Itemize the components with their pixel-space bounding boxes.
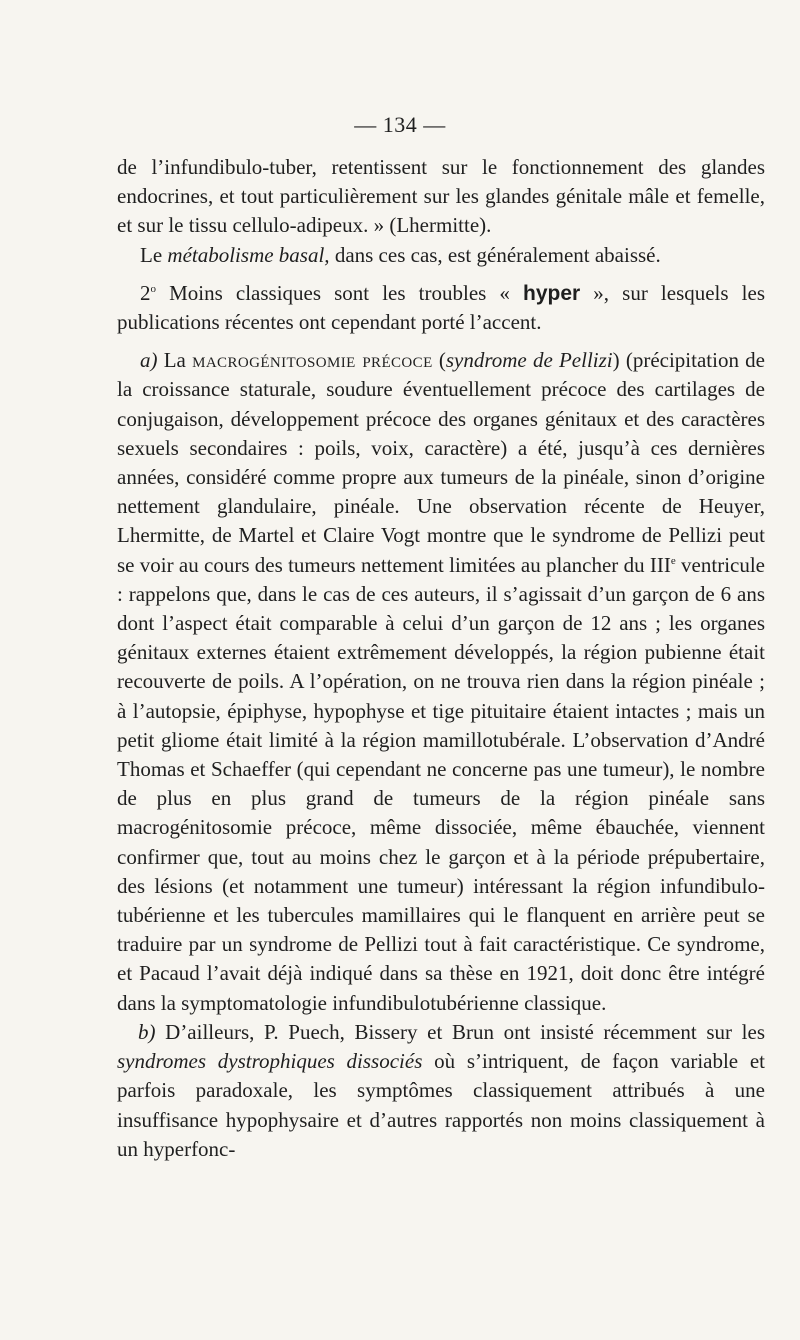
paragraph-macrogenitosomie: a) La macrogénitosomie précoce (syndrome de Pellizi) (précipitation de la croissance staturale, soudure éventuellement précoce des cartilages de conjugaison, développement précoce des organes génitaux et des caractères sexuels secondaires : poils, voix, caractère) a été, jusqu’à ces dernières années, considéré comme propre aux tumeurs de la pinéale, sinon d’origine nettement glandulaire, pinéale. Une observation récente de Heuyer, Lhermitte, de Martel et Claire Vogt montre que le syndrome de Pellizi peut se voir au cours des tumeurs nettement limitées au plancher du IIIe ventricule : rappelons que, dans le cas de ces auteurs, il s’agissait d’un garçon de 6 ans dont l’aspect était comparable à celui d’un garçon de 12 ans ; les organes génitaux externes étaient extrêmement développés, la région pubienne était recouverte de poils. A l’opération, on ne trouva rien dans la région pinéale ; à l’autopsie, épiphyse, hypophyse et tige pituitaire étaient intactes ; mais un petit gliome était limité à la région mamillotubérale. L’observation d’André Thomas et Schaeffer (qui cependant ne concerne pas une tumeur), le nombre de plus en plus grand de tumeurs de la région pinéale sans macrogénitosomie précoce, même dissociée, même ébauchée, viennent confirmer que, tout au moins chez le garçon et à la période prépubertaire, des lésions (et notamment une tumeur) intéressant la région infundibulo-tubérienne et les tubercules mamillaires qui le flanquent en arrière peut se traduire par un syndrome de Pellizi tout à fait caractéristique. Ce syndrome, et Pacaud l’avait déjà indiqué dans sa thèse en 1921, doit donc être intégré dans la symptomatologie infundibulotubérienne classique. (117, 348, 766, 1015)
body-text (117, 153, 765, 1164)
emphasis-metabolism: métabolisme basal, (167, 242, 330, 267)
paragraph-metabolism: Le métabolisme basal, dans ces cas, est généralement abaissé. (140, 242, 661, 267)
paragraph-continuation: de l’infundibulo-tuber, retentissent sur le fonctionnement des glandes endocrines, et tout particulièrement sur les glandes génitale mâle et femelle, et sur le tissu cellulo-adipeux. » (Lhermitte). (117, 155, 765, 238)
emphasis-syndromes-dystrophiques: syndromes dystrophiques dissociés (117, 1049, 423, 1074)
item-number: 2 (140, 280, 151, 305)
degree-mark: o (150, 282, 156, 295)
paragraph-hyper-troubles: 2$^o$ Moins classiques sont les troubles « hyper », sur lesquels les publications récentes ont cependant porté l’accent. (117, 280, 765, 335)
paragraph-syndromes-dystrophiques: b) D’ailleurs, P. Puech, Bissery et Brun ont insisté récemment sur les syndromes dystrophiques dissociés où s’intriquent, de façon variable et parfois paradoxale, les symptômes classiquement attribués à une insuffisance hypophysaire et d’autres rapportés non moins classiquement à un hyperfonc- (117, 1019, 766, 1161)
bold-hyper: hyper (523, 281, 581, 305)
page-number: — 134 — (354, 112, 446, 137)
superscript-e: e (670, 554, 676, 567)
small-caps-term: macrogénitosomie précoce (192, 348, 433, 373)
item-label-b: b) (138, 1019, 156, 1044)
emphasis-syndrome-pellizi: syndrome de Pellizi (445, 348, 613, 373)
item-label-a: a) (140, 348, 158, 373)
